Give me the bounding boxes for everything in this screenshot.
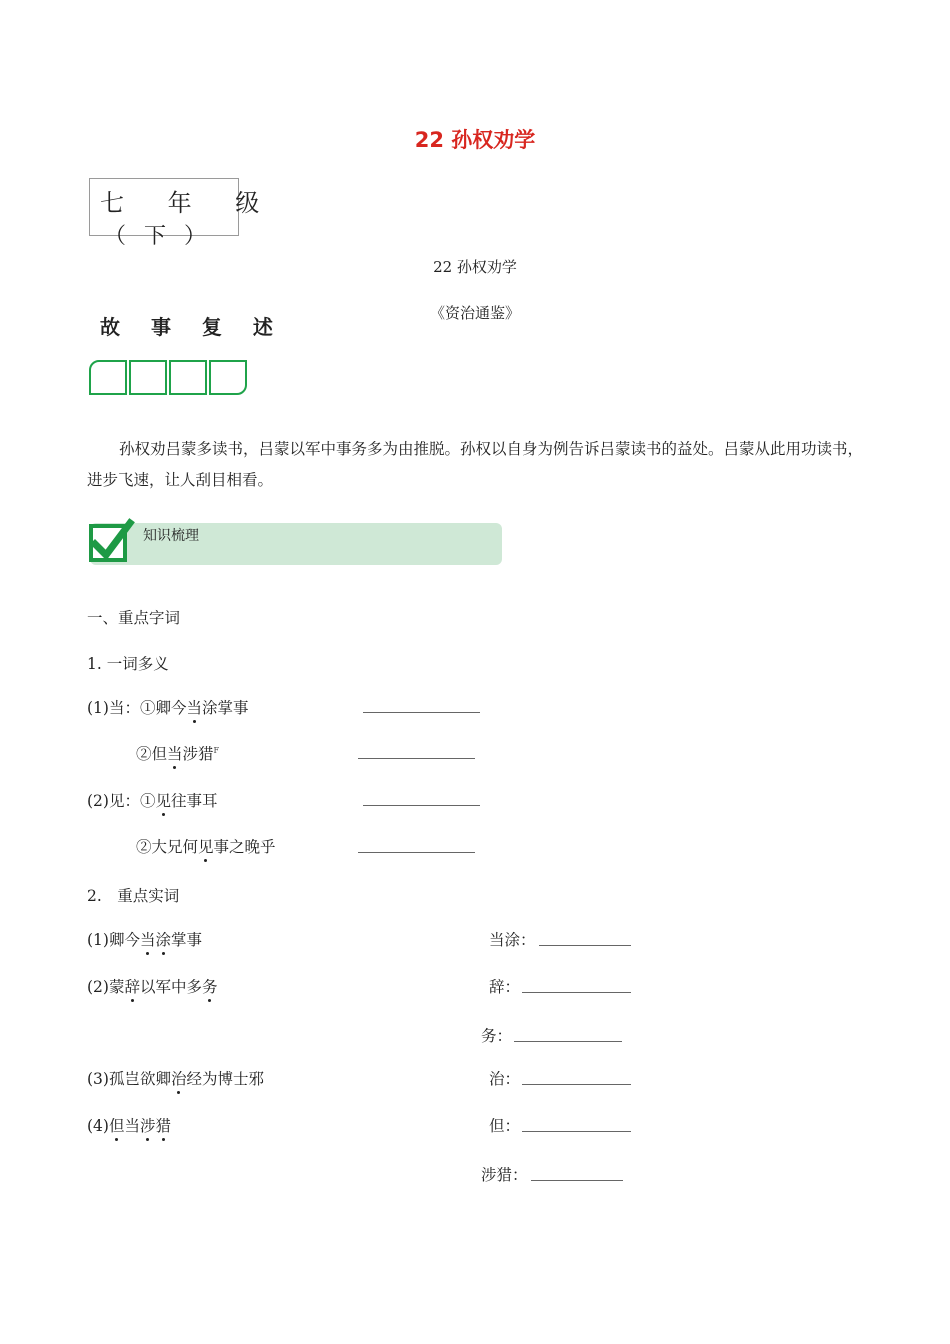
answer-label: 但：: [489, 1117, 521, 1135]
subsection-heading: 1. 一词多义: [87, 655, 169, 673]
polysemy-item: (1)当：①卿今当涂掌事: [87, 699, 249, 717]
polysemy-item: ②但当涉猎$^F$: [136, 745, 220, 763]
checkmark-icon: [86, 518, 134, 566]
green-box: [89, 360, 127, 395]
shici-item: (3)孤岂欲卿治经为博士邪: [87, 1070, 264, 1088]
answer-label: 治：: [489, 1070, 521, 1088]
green-box: [169, 360, 207, 395]
answer-label: 辞：: [489, 978, 521, 996]
green-box-row: [89, 360, 249, 397]
answer-blank[interactable]: [358, 852, 475, 853]
answer-blank[interactable]: [531, 1180, 623, 1181]
polysemy-item: ②大兄何见事之晚乎: [136, 838, 276, 856]
lesson-title: 22 孙权劝学: [433, 258, 517, 276]
answer-blank[interactable]: [363, 712, 480, 713]
green-box: [129, 360, 167, 395]
grade-box: [89, 178, 278, 249]
answer-blank[interactable]: [514, 1041, 622, 1042]
section-heading: 一、重点字词: [87, 609, 181, 627]
story-heading: 故 事 复 述: [100, 315, 285, 339]
page-title: 22 孙权劝学: [414, 128, 536, 152]
lesson-source: 《资治通鉴》: [429, 304, 520, 322]
knowledge-label: 知识梳理: [143, 528, 199, 544]
shici-item: (4)但当涉猎: [87, 1117, 172, 1135]
subsection-heading: 2. 重点实词: [87, 887, 180, 905]
green-box: [209, 360, 247, 395]
answer-blank[interactable]: [539, 945, 631, 946]
shici-item: (1)卿今当涂掌事: [87, 931, 203, 949]
polysemy-item: (2)见：①见往事耳: [87, 792, 218, 810]
answer-blank[interactable]: [522, 1084, 631, 1085]
grade-label: 七 年 级: [100, 189, 278, 217]
answer-blank[interactable]: [522, 992, 631, 993]
answer-blank[interactable]: [522, 1131, 631, 1132]
shici-item: (2)蒙辞以军中多务: [87, 978, 218, 996]
answer-label: 务：: [481, 1027, 513, 1045]
answer-blank[interactable]: [358, 758, 475, 759]
answer-blank[interactable]: [363, 805, 480, 806]
answer-label: 当涂：: [489, 931, 536, 949]
story-paragraph: 孙权劝吕蒙多读书，吕蒙以军中事务多为由推脱。孙权以自身为例告诉吕蒙读书的益处。吕蒙从此用功读书，进步飞速，让人刮目相看。: [87, 440, 864, 489]
grade-sublabel: （下）: [104, 224, 225, 249]
answer-label: 涉猎：: [481, 1166, 528, 1184]
